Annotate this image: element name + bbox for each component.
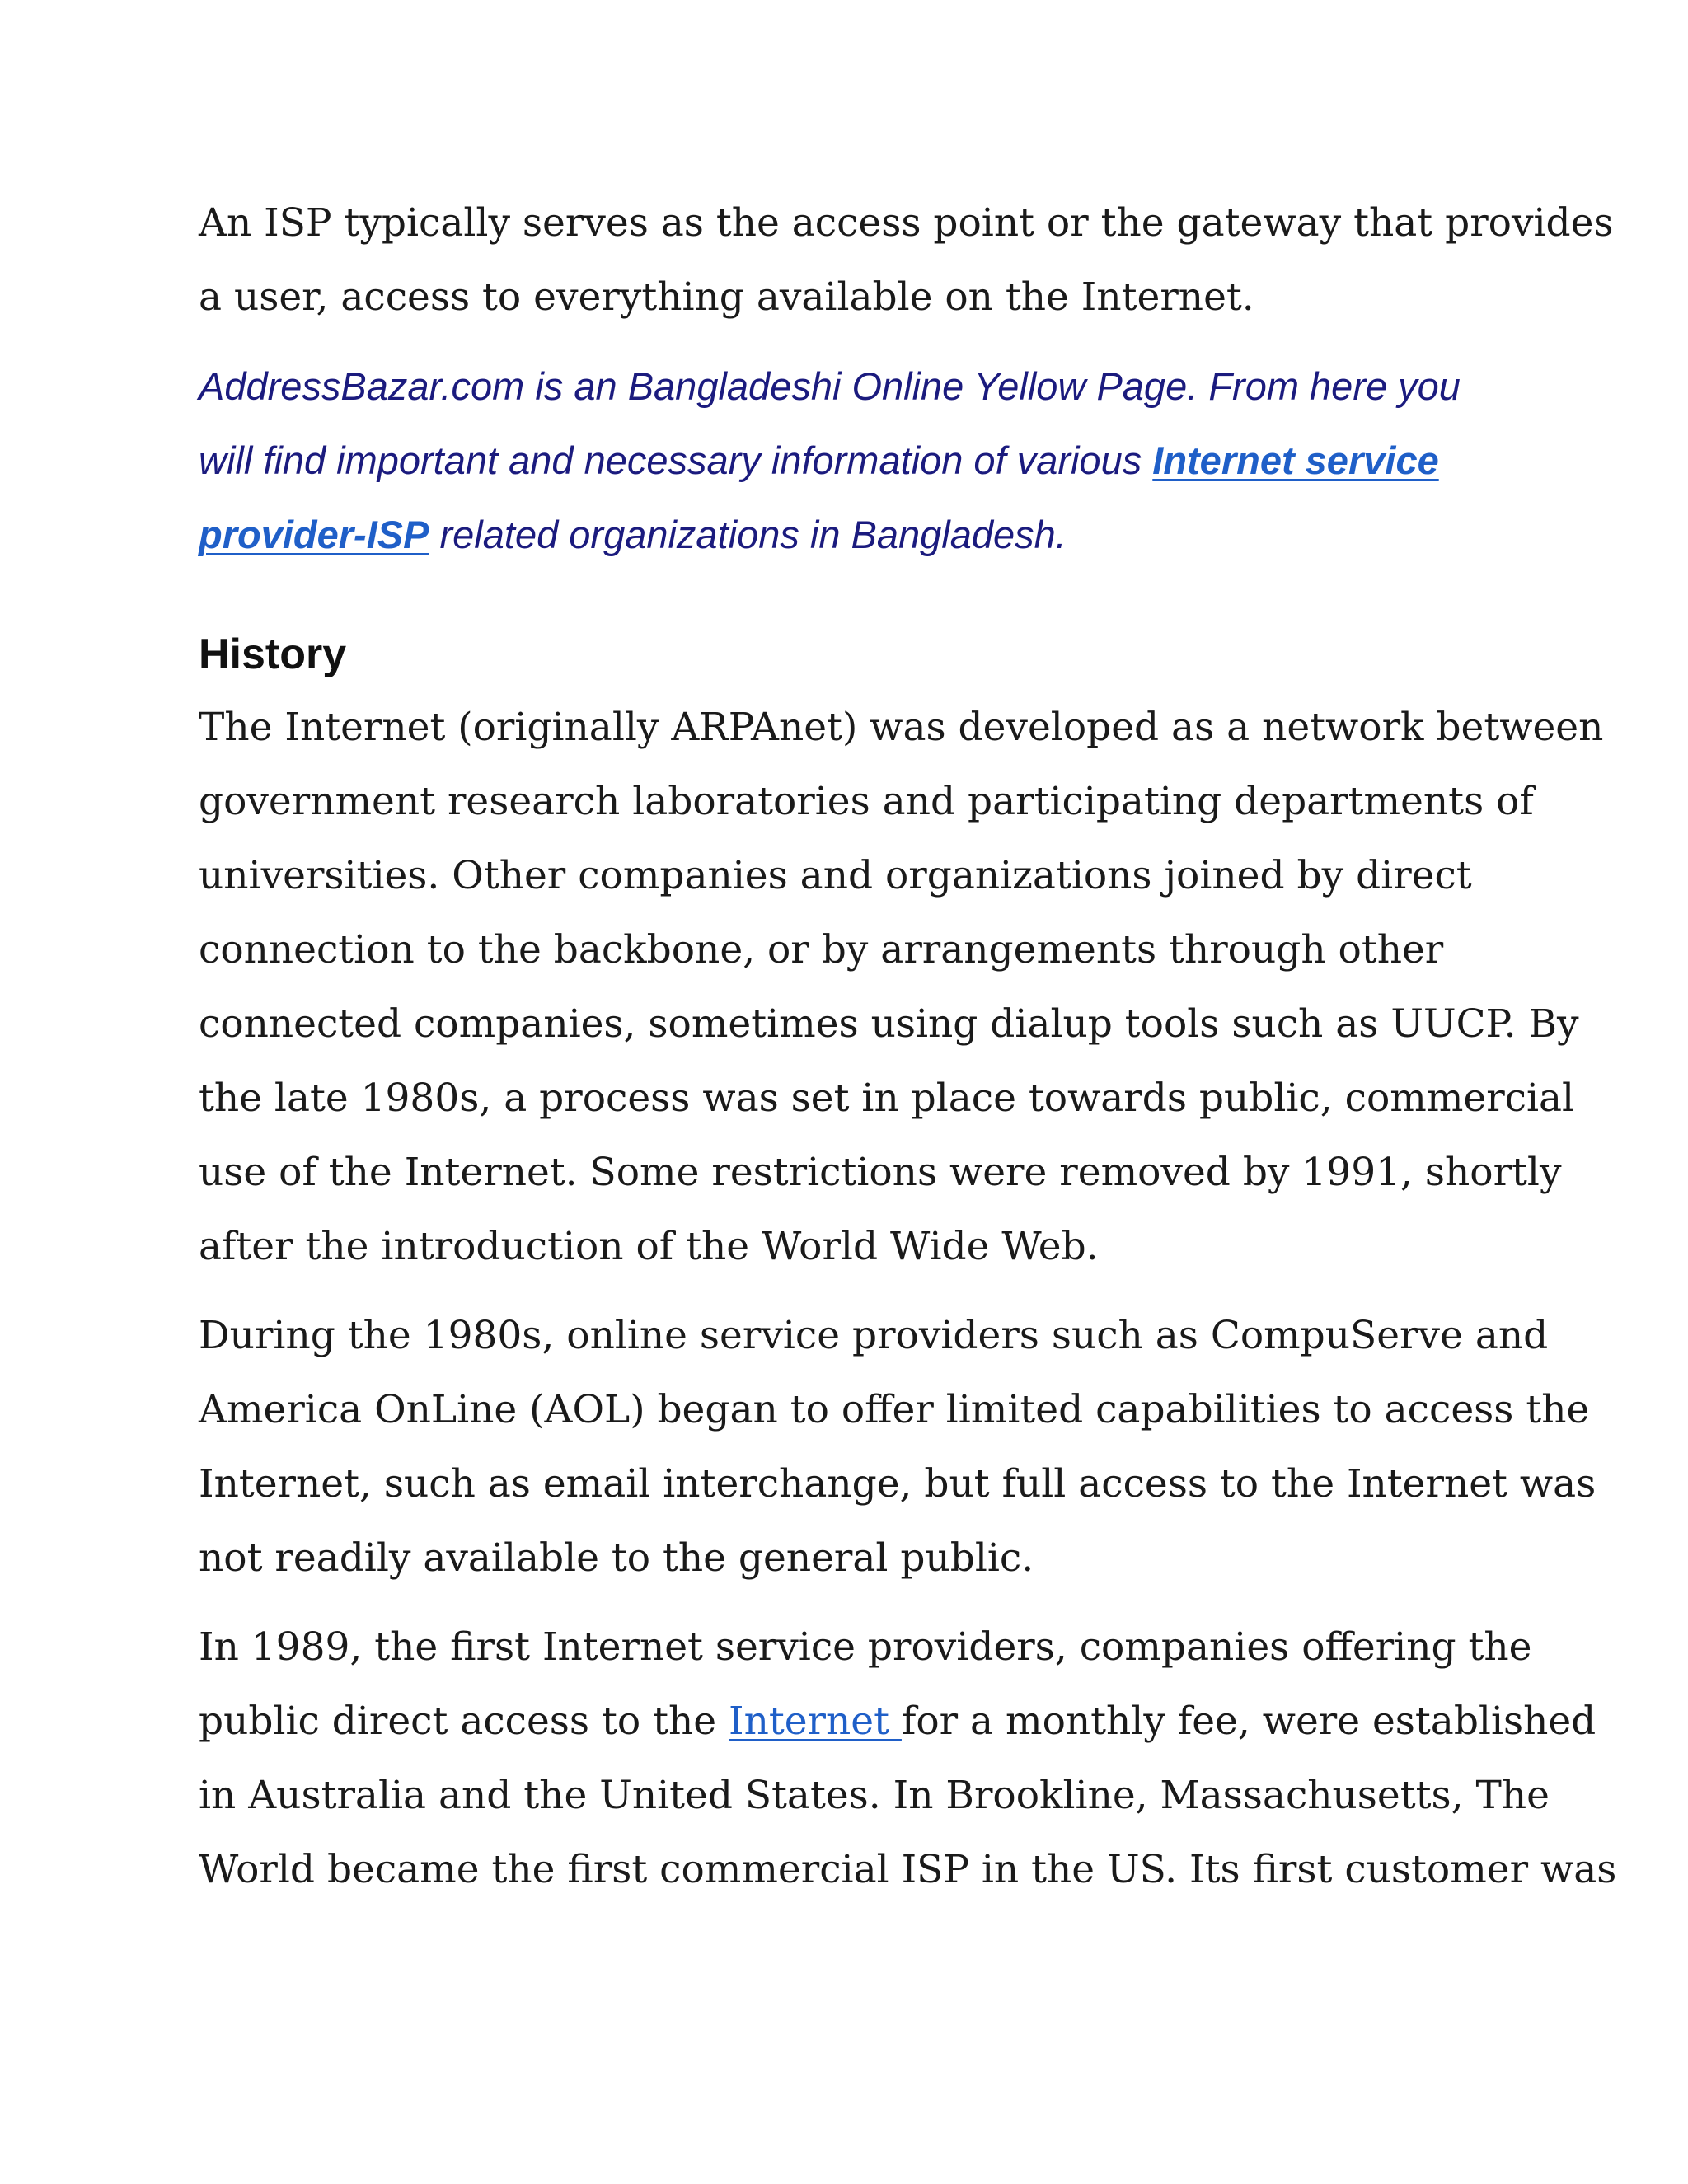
history-line: connected companies, sometimes using dialup tools such as UUCP. By: [199, 1001, 1579, 1047]
document-content: [199, 186, 1617, 1922]
internet-link[interactable]: Internet: [729, 1699, 902, 1744]
history-paragraph-2: [199, 1299, 1597, 1596]
history-line: use of the Internet. Some restrictions were removed by 1991, shortly: [199, 1150, 1562, 1195]
history-line: the late 1980s, a process was set in place towards public, commercial: [199, 1076, 1575, 1121]
history-line: not readily available to the general public.: [199, 1535, 1034, 1581]
history-line: in Australia and the United States. In Brookline, Massachusetts, The: [199, 1773, 1550, 1818]
history-line: connection to the backbone, or by arrangements through other: [199, 927, 1444, 972]
history-paragraph-3: [199, 1610, 1617, 1907]
isp-link[interactable]: Internet service: [1152, 438, 1439, 482]
intro-line: a user, access to everything available on the Internet.: [199, 274, 1254, 320]
history-line: universities. Other companies and organizations joined by direct: [199, 853, 1472, 898]
history-line: Internet, such as email interchange, but full access to the Internet was: [199, 1461, 1597, 1507]
promo-line: AddressBazar.com is an Bangladeshi Online Yellow Page. From here you: [199, 364, 1461, 408]
history-line: America OnLine (AOL) began to offer limited capabilities to access the: [199, 1387, 1590, 1432]
isp-link-continued[interactable]: provider-ISP: [199, 513, 429, 556]
intro-line: An ISP typically serves as the access point or the gateway that provides: [199, 200, 1614, 246]
promo-line: [199, 498, 1501, 572]
promo-text: will find important and necessary information of various: [199, 438, 1153, 482]
intro-paragraph: [199, 186, 1614, 335]
history-line: The Internet (originally ARPAnet) was developed as a network between: [199, 705, 1604, 750]
history-line: During the 1980s, online service providers such as CompuServe and: [199, 1313, 1549, 1358]
history-line: after the introduction of the World Wide Web.: [199, 1224, 1099, 1269]
promo-line: [199, 424, 1501, 498]
history-line: government research laboratories and participating departments of: [199, 779, 1534, 824]
history-heading: History: [199, 630, 347, 678]
history-line: World became the first commercial ISP in the US. Its first customer was: [199, 1847, 1617, 1892]
history-line: In 1989, the first Internet service providers, companies offering the: [199, 1624, 1532, 1670]
promo-text: related organizations in Bangladesh.: [429, 513, 1067, 556]
history-text: public direct access to the: [199, 1699, 729, 1744]
promo-paragraph: [199, 349, 1501, 572]
history-text: for a monthly fee, were established: [901, 1699, 1597, 1744]
history-paragraph-1: [199, 691, 1604, 1284]
history-line: [199, 1685, 1597, 1759]
